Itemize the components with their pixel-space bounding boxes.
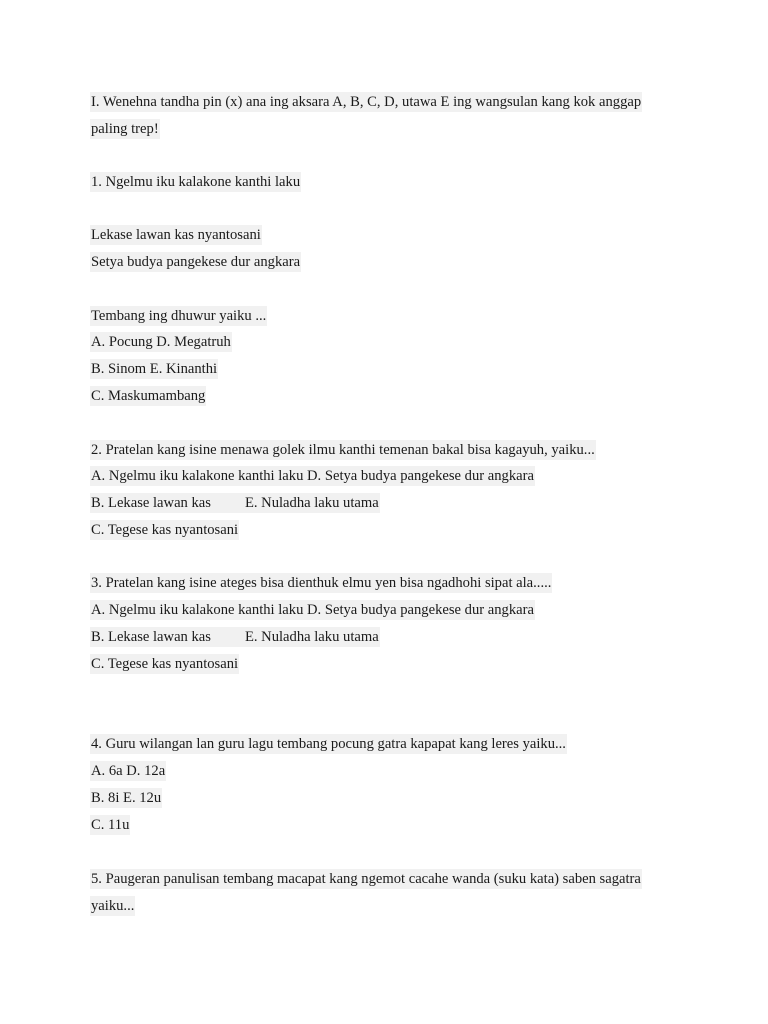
question-5-stem-line-2: yaiku...: [91, 898, 135, 914]
question-4-option-a-d: A. 6a D. 12a: [91, 763, 166, 779]
question-4-option-c: C. 11u: [91, 817, 130, 833]
question-1-prompt: Tembang ing dhuwur yaiku ...: [91, 308, 267, 324]
question-3-stem: 3. Pratelan kang isine ateges bisa dienthuk elmu yen bisa ngadhohi sipat ala.....: [91, 575, 552, 591]
question-2-option-c: C. Tegese kas nyantosani: [91, 522, 239, 538]
question-1-option-b-e: B. Sinom E. Kinanthi: [91, 361, 218, 377]
question-4-option-b-e: B. 8i E. 12u: [91, 790, 162, 806]
question-1-option-a-d: A. Pocung D. Megatruh: [91, 334, 231, 350]
question-3-option-c: C. Tegese kas nyantosani: [91, 656, 239, 672]
question-2-stem: 2. Pratelan kang isine menawa golek ilmu kanthi temenan bakal bisa kagayuh, yaiku...: [91, 442, 595, 458]
question-2-option-b: B. Lekase lawan kas: [91, 495, 211, 511]
question-3-option-a-d: A. Ngelmu iku kalakone kanthi laku D. Setya budya pangekese dur angkara: [91, 602, 534, 618]
question-3-option-b-e: [90, 627, 380, 647]
question-4-stem: 4. Guru wilangan lan guru lagu tembang pocung gatra kapapat kang leres yaiku...: [91, 736, 566, 752]
instruction-line-1: I. Wenehna tandha pin (x) ana ing aksara A, B, C, D, utawa E ing wangsulan kang kok anggap: [91, 94, 642, 110]
question-1-verse-2: Setya budya pangekese dur angkara: [91, 254, 301, 270]
question-5-stem-line-1: 5. Paugeran panulisan tembang macapat kang ngemot cacahe wanda (suku kata) saben sagatra: [91, 871, 641, 887]
question-2-option-b-e: [90, 493, 380, 513]
question-3-option-e: E. Nuladha laku utama: [244, 629, 379, 645]
question-2-option-a-d: A. Ngelmu iku kalakone kanthi laku D. Setya budya pangekese dur angkara: [91, 468, 534, 484]
question-1-stem: 1. Ngelmu iku kalakone kanthi laku: [91, 174, 301, 190]
question-1-verse-1: Lekase lawan kas nyantosani: [91, 227, 261, 243]
instruction-line-2: paling trep!: [91, 121, 159, 137]
question-1-option-c: C. Maskumambang: [91, 388, 206, 404]
question-3-option-b: B. Lekase lawan kas: [91, 629, 211, 645]
question-2-option-e: E. Nuladha laku utama: [244, 495, 379, 511]
